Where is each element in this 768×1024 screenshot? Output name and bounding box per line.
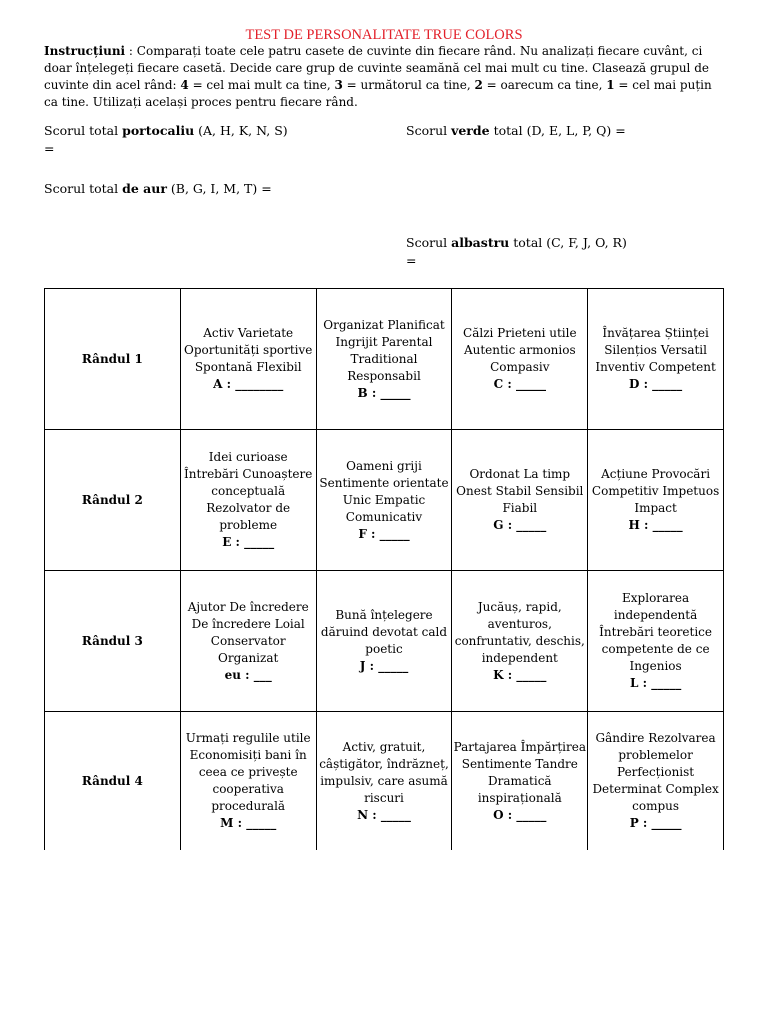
row-label: Rândul 2 bbox=[45, 430, 181, 571]
word-box bbox=[452, 571, 588, 712]
score-color: albastru bbox=[451, 235, 510, 250]
score-text: total (C, F, J, O, R) = bbox=[406, 235, 627, 268]
instructions-text: : Comparați toate cele patru casete de cuvinte din fiecare rând. Nu analizați fiecare cuvânt, ci doar înțelegeți fiecare casetă. Decide care grup de cuvinte seamănă cel mai mult cu tine. Clasează grupul de cuvinte din acel rând: bbox=[44, 44, 709, 92]
word-box bbox=[316, 712, 452, 851]
word-list: Organizat Planificat Ingrijit Parental Traditional Responsabil bbox=[323, 317, 445, 383]
instructions-text: = oarecum ca tine, bbox=[482, 78, 607, 92]
word-list: Călzi Prieteni utile Autentic armonios Compasiv bbox=[463, 326, 577, 374]
rank-2: 2 bbox=[474, 78, 483, 92]
word-box bbox=[588, 430, 724, 571]
instructions-text: = următorul ca tine, bbox=[342, 78, 475, 92]
table-row bbox=[45, 571, 724, 712]
score-portocaliu bbox=[44, 122, 294, 158]
score-text: (B, G, I, M, T) = bbox=[166, 181, 272, 196]
table-row bbox=[45, 430, 724, 571]
table-row bbox=[45, 712, 724, 851]
score-blank: P : _____ bbox=[629, 816, 682, 830]
word-list: Ordonat La timp Onest Stabil Sensibil Fiabil bbox=[456, 467, 584, 515]
score-blank: F : _____ bbox=[358, 526, 410, 541]
score-aur bbox=[44, 180, 294, 198]
word-list: Activ Varietate Oportunități sportive Spontană Flexibil bbox=[184, 326, 313, 374]
score-blank: E : _____ bbox=[222, 535, 275, 549]
word-box bbox=[316, 289, 452, 430]
word-box bbox=[452, 430, 588, 571]
word-list: Jucăuș, rapid, aventuros, confruntativ, deschis, independent bbox=[454, 599, 585, 665]
score-verde bbox=[406, 122, 726, 140]
score-blank: J : _____ bbox=[359, 659, 409, 673]
word-list: Învățarea Științei Silențios Versatil Inventiv Competent bbox=[595, 326, 716, 374]
word-list: Activ, gratuit, câștigător, îndrăzneț, impulsiv, care asumă riscuri bbox=[319, 739, 449, 805]
word-box bbox=[180, 289, 316, 430]
word-box bbox=[316, 571, 452, 712]
word-box bbox=[452, 289, 588, 430]
score-blank: N : _____ bbox=[357, 807, 411, 822]
instructions-label: Instrucțiuni bbox=[44, 44, 126, 58]
score-text: Scorul total bbox=[44, 123, 123, 138]
word-list: Ajutor De încredere De încredere Loial Conservator Organizat bbox=[187, 599, 309, 665]
word-box bbox=[316, 430, 452, 571]
score-blank: L : _____ bbox=[629, 676, 682, 690]
score-text: Scorul total bbox=[44, 181, 123, 196]
document-title: TEST DE PERSONALITATE TRUE COLORS bbox=[245, 27, 523, 43]
score-blank: D : _____ bbox=[628, 377, 683, 391]
word-list: Explorarea independentă Întrebări teoretice competente de ce Ingenios bbox=[599, 591, 712, 673]
row-label: Rândul 1 bbox=[45, 289, 181, 430]
word-list: Partajarea Împărțirea Sentimente Tandre Dramatică inspirațională bbox=[453, 739, 586, 805]
word-list: Bună înțelegere dăruind devotat cald poetic bbox=[320, 608, 448, 656]
word-list: Urmați regulile utile Economisiți bani în ceea ce privește cooperativa procedurală bbox=[185, 731, 311, 813]
rank-1: 1 bbox=[606, 78, 615, 92]
word-box bbox=[180, 571, 316, 712]
score-text: Scorul bbox=[406, 235, 452, 250]
score-albastru bbox=[406, 234, 636, 270]
row-label: Rândul 3 bbox=[45, 571, 181, 712]
rank-4: 4 bbox=[180, 78, 189, 92]
score-blank: K : _____ bbox=[493, 667, 547, 682]
score-color: portocaliu bbox=[122, 123, 195, 138]
word-box bbox=[588, 571, 724, 712]
word-list: Oameni griji Sentimente orientate Unic Empatic Comunicativ bbox=[319, 458, 449, 524]
word-box bbox=[452, 712, 588, 851]
score-text: total (D, E, L, P, Q) = bbox=[489, 123, 626, 138]
score-blank: H : _____ bbox=[628, 518, 683, 532]
score-blank: A : ________ bbox=[213, 377, 284, 391]
score-text: Scorul bbox=[406, 123, 452, 138]
score-blank: C : _____ bbox=[493, 377, 546, 391]
row-label: Rândul 4 bbox=[45, 712, 181, 851]
word-list: Gândire Rezolvarea problemelor Perfecționist Determinat Complex compus bbox=[592, 731, 719, 813]
personality-table bbox=[44, 288, 724, 850]
score-color: verde bbox=[451, 123, 490, 138]
score-blank: O : _____ bbox=[493, 807, 547, 822]
word-box bbox=[180, 430, 316, 571]
table-row bbox=[45, 289, 724, 430]
score-blank: B : _____ bbox=[357, 385, 411, 400]
instructions-text: = cel mai mult ca tine, bbox=[188, 78, 335, 92]
instructions-text: = cel mai puțin ca tine. Utilizați același proces pentru fiecare rând. bbox=[44, 78, 712, 109]
score-blank: eu : ___ bbox=[224, 667, 272, 682]
word-box bbox=[180, 712, 316, 851]
word-box bbox=[588, 289, 724, 430]
score-text: (A, H, K, N, S) = bbox=[44, 123, 288, 156]
word-list: Idei curioase Întrebări Cunoaștere conceptuală Rezolvator de probleme bbox=[184, 450, 313, 532]
instructions-paragraph bbox=[44, 43, 724, 111]
score-blank: G : _____ bbox=[493, 518, 547, 532]
word-box bbox=[588, 712, 724, 851]
rank-3: 3 bbox=[334, 78, 343, 92]
word-list: Acțiune Provocări Competitiv Impetuos Impact bbox=[591, 467, 720, 515]
score-blank: M : _____ bbox=[220, 816, 277, 830]
score-color: de aur bbox=[122, 181, 167, 196]
